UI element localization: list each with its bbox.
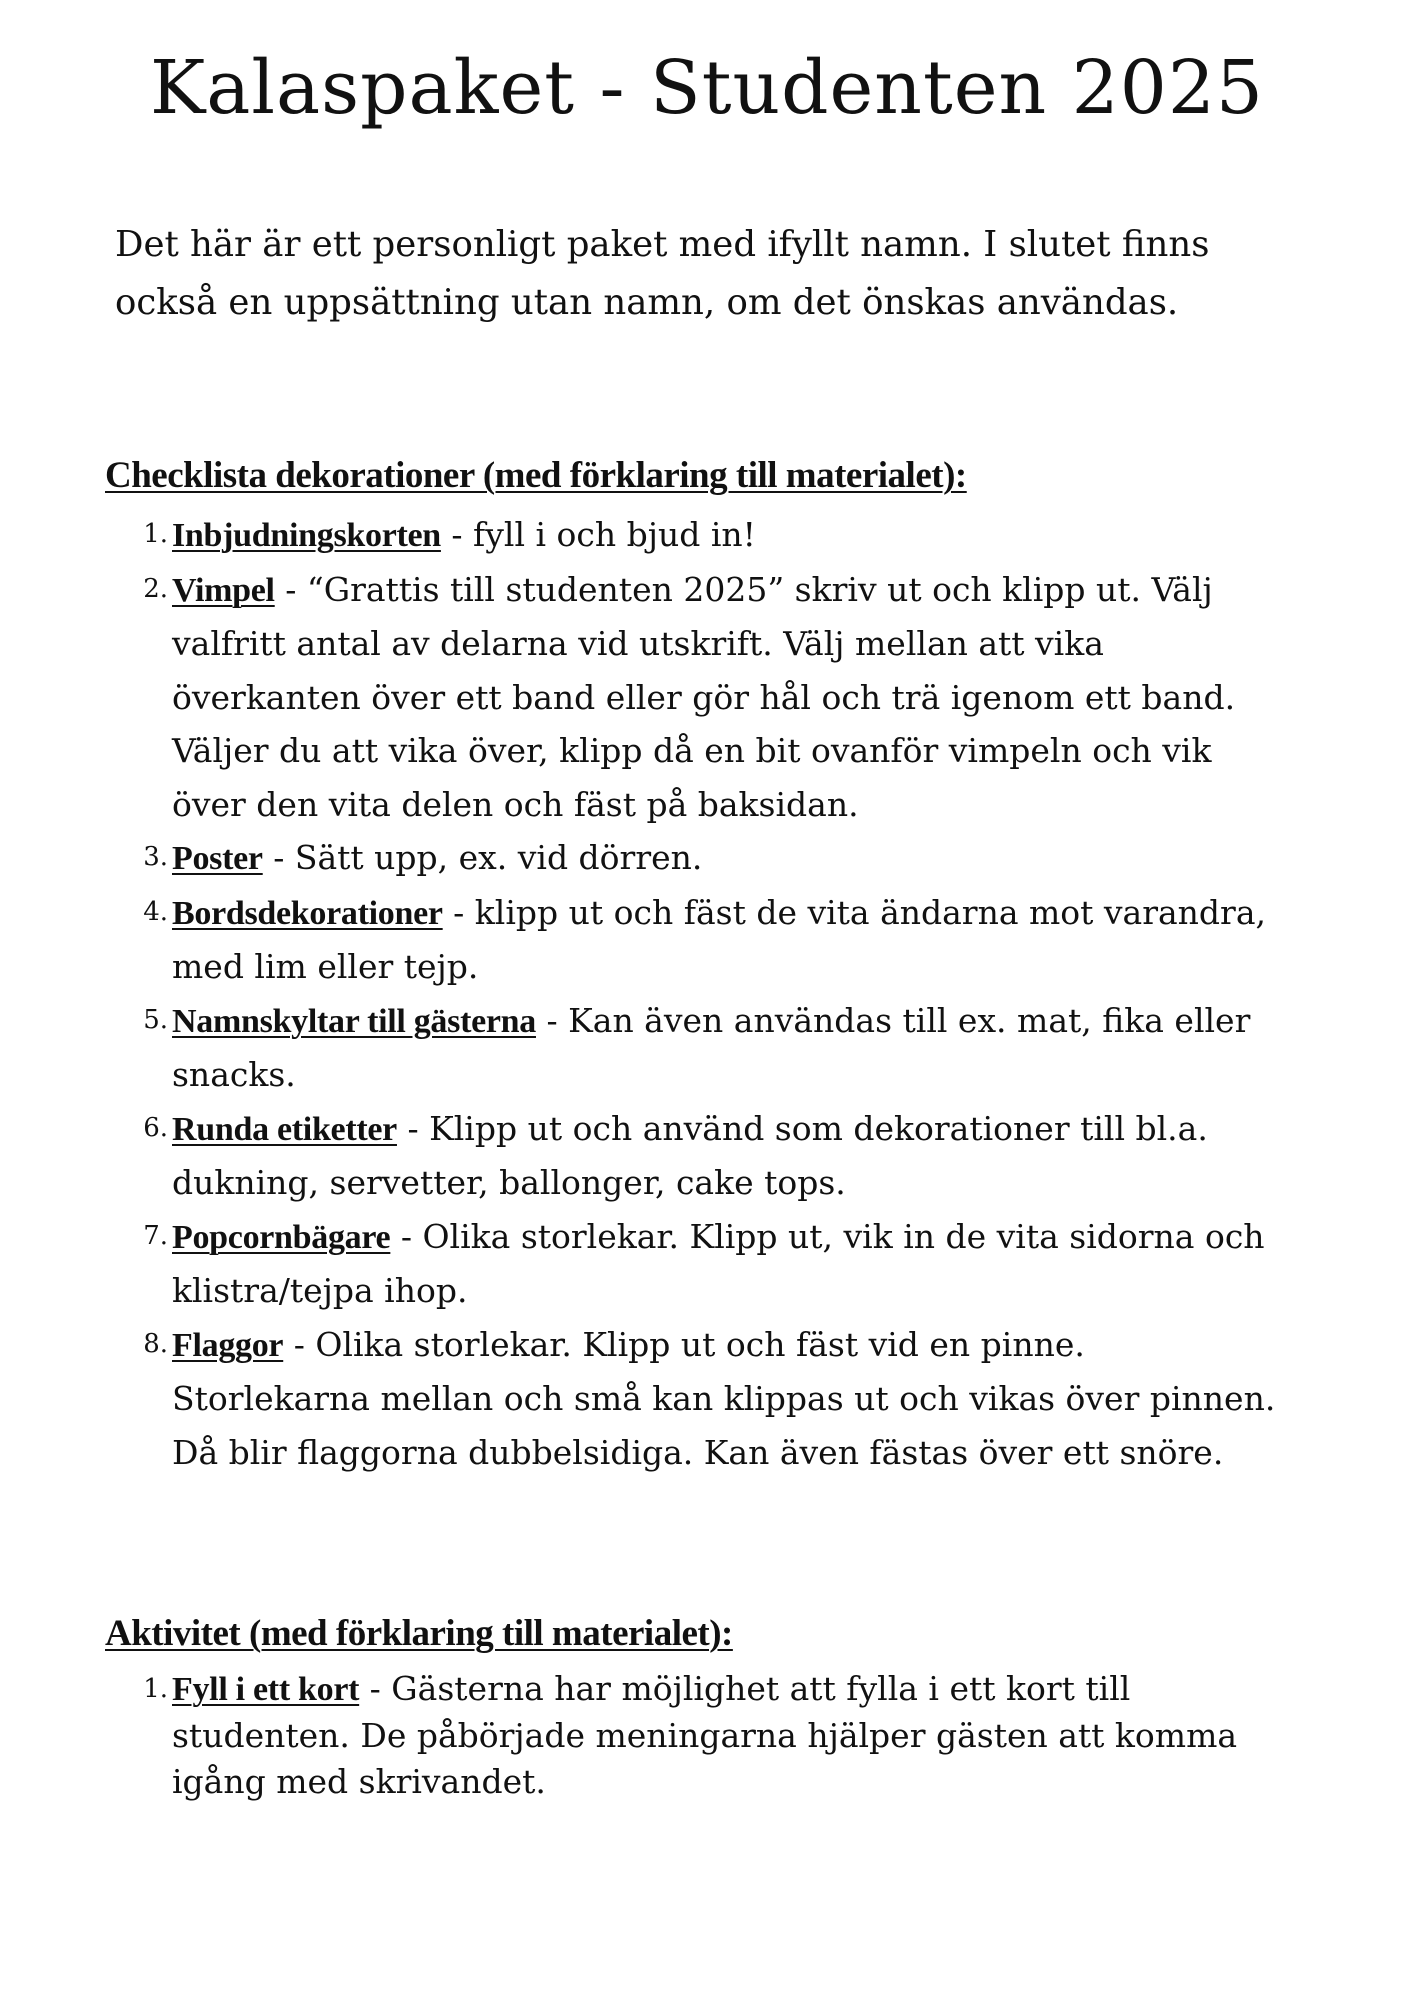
item-keyword: Runda etiketter bbox=[172, 1110, 397, 1148]
list-item bbox=[0, 1102, 1282, 1210]
intro-paragraph: Det här är ett personligt paket med ifyllt namn. I slutet finns också en uppsättning utan namn, om det önskas användas. bbox=[115, 224, 1210, 323]
item-number: 2. bbox=[143, 573, 168, 604]
document-title: Kalaspaket - Studenten 2025 bbox=[149, 45, 1265, 131]
section-heading-activity: Aktivitet (med förklaring till materialet): bbox=[105, 1613, 733, 1654]
item-keyword: Inbjudningskorten bbox=[172, 517, 441, 554]
item-keyword: Vimpel bbox=[172, 571, 275, 609]
item-keyword: Bordsdekorationer bbox=[172, 894, 443, 932]
list-item bbox=[0, 1318, 1282, 1480]
item-description: - Olika storlekar. Klipp ut och fäst vid en pinne. Storlekarna mellan och små kan klippas ut och vikas över pinnen. Då blir flaggorna dubbelsidiga. Kan även fästas över ett snöre. bbox=[172, 1324, 1276, 1472]
item-description: - Sätt upp, ex. vid dörren. bbox=[262, 838, 703, 877]
item-keyword: Popcornbägare bbox=[172, 1218, 391, 1256]
list-item bbox=[0, 886, 1282, 994]
item-keyword: Namnskyltar till gästerna bbox=[172, 1002, 536, 1040]
activity-list bbox=[0, 1666, 1282, 1805]
list-item bbox=[0, 1666, 1282, 1805]
item-keyword: Fyll i ett kort bbox=[172, 1671, 360, 1708]
decorations-checklist bbox=[0, 508, 1282, 1479]
item-number: 1. bbox=[143, 1674, 168, 1704]
item-description: - Olika storlekar. Klipp ut, vik in de vita sidorna och klistra/tejpa ihop. bbox=[172, 1216, 1265, 1310]
item-description: - klipp ut och fäst de vita ändarna mot varandra, med lim eller tejp. bbox=[172, 892, 1266, 986]
item-number: 4. bbox=[143, 896, 168, 927]
item-description: - Gästerna har möjlighet att fylla i ett kort till studenten. De påbörjade meningarna hjälper gästen att komma igång med skrivandet. bbox=[172, 1669, 1238, 1801]
item-number: 1. bbox=[143, 519, 168, 549]
list-item bbox=[0, 1210, 1282, 1318]
list-item bbox=[0, 508, 1282, 563]
section-heading-decorations: Checklista dekorationer (med förklaring till materialet): bbox=[105, 455, 967, 496]
item-description: - “Grattis till studenten 2025” skriv ut och klipp ut. Välj valfritt antal av delarna vid utskrift. Välj mellan att vika överkanten över ett band eller gör hål och trä igenom ett band. Väljer du att vika över, klipp då en bit ovanför vimpeln och vik över den vita delen och fäst på baksidan. bbox=[172, 569, 1236, 824]
item-keyword: Flaggor bbox=[172, 1326, 284, 1364]
item-description: - Kan även användas till ex. mat, fika eller snacks. bbox=[172, 1000, 1251, 1094]
item-number: 3. bbox=[143, 842, 168, 872]
item-keyword: Poster bbox=[172, 840, 263, 877]
list-item bbox=[0, 831, 1282, 886]
item-number: 7. bbox=[143, 1220, 168, 1251]
item-number: 8. bbox=[143, 1328, 168, 1359]
item-number: 6. bbox=[143, 1112, 168, 1143]
list-item bbox=[0, 994, 1282, 1102]
item-number: 5. bbox=[143, 1004, 168, 1035]
item-description: - Klipp ut och använd som dekorationer till bl.a. dukning, servetter, ballonger, cake tops. bbox=[172, 1108, 1208, 1202]
item-description: - fyll i och bjud in! bbox=[440, 515, 756, 554]
list-item bbox=[0, 563, 1282, 832]
